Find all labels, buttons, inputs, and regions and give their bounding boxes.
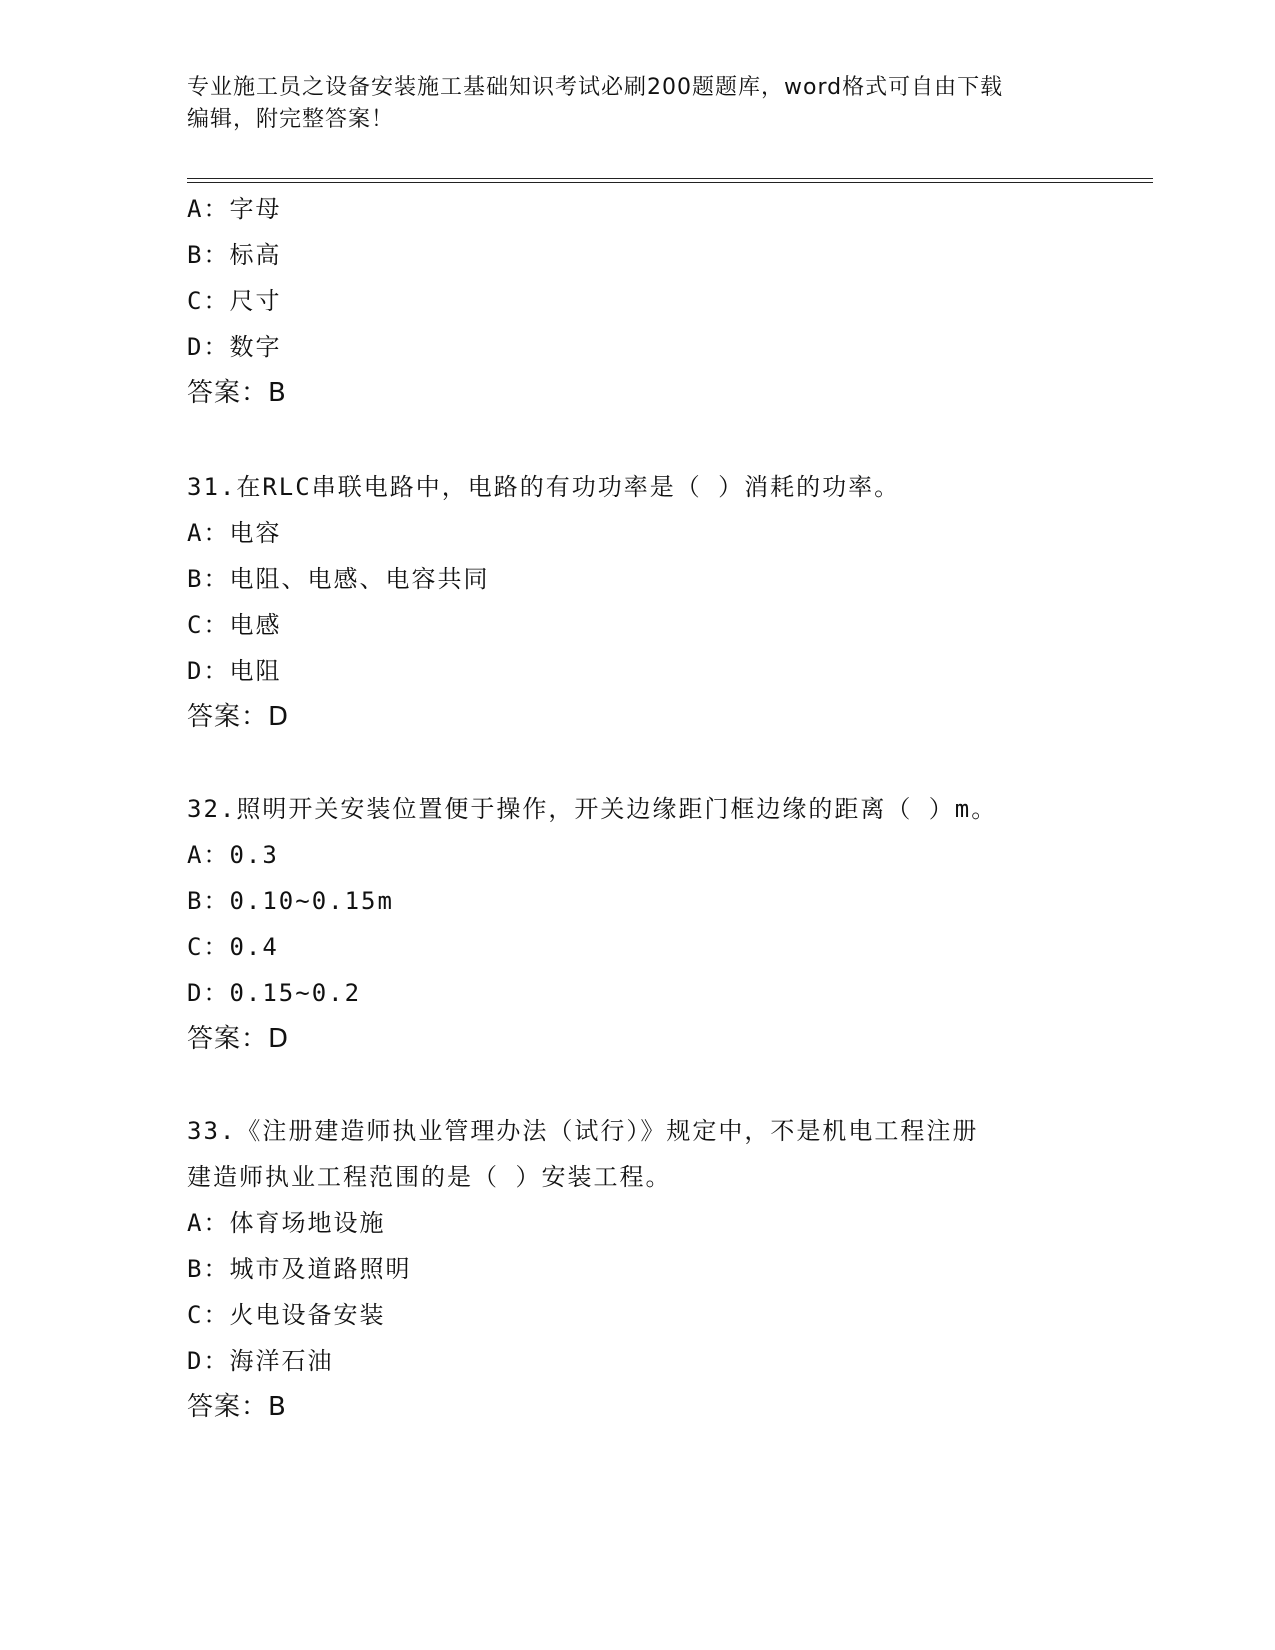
option-a: A：字母 xyxy=(187,195,282,223)
question-text: 31.在RLC串联电路中，电路的有功功率是（ ）消耗的功率。 xyxy=(187,473,901,501)
option-d: D：数字 xyxy=(187,333,282,361)
answer: 答案：D xyxy=(187,1024,290,1054)
header-divider xyxy=(187,178,1153,183)
option-c: C：尺寸 xyxy=(187,287,282,315)
option-b: B：标高 xyxy=(187,241,282,269)
question-text-line-1: 33.《注册建造师执业管理办法（试行）》规定中，不是机电工程注册 xyxy=(187,1117,979,1145)
answer: 答案：B xyxy=(187,378,287,408)
option-d: D：海洋石油 xyxy=(187,1347,334,1375)
option-c: C：火电设备安装 xyxy=(187,1301,386,1329)
option-a: A：体育场地设施 xyxy=(187,1209,386,1237)
document-header xyxy=(187,72,1087,136)
question-33 xyxy=(187,1108,1147,1430)
question-31 xyxy=(187,464,1147,740)
option-c: C：0.4 xyxy=(187,933,279,961)
answer: 答案：B xyxy=(187,1392,287,1422)
question-30 xyxy=(187,186,1147,416)
option-a: A：0.3 xyxy=(187,841,279,869)
option-b: B：城市及道路照明 xyxy=(187,1255,412,1283)
question-32 xyxy=(187,786,1147,1062)
question-text: 32.照明开关安装位置便于操作，开关边缘距门框边缘的距离（ ）m。 xyxy=(187,795,998,823)
option-d: D：电阻 xyxy=(187,657,282,685)
option-a: A：电容 xyxy=(187,519,282,547)
header-line-1: 专业施工员之设备安装施工基础知识考试必刷200题题库，word格式可自由下载 xyxy=(187,75,1004,100)
option-b: B：电阻、电感、电容共同 xyxy=(187,565,490,593)
option-d: D：0.15~0.2 xyxy=(187,979,362,1007)
option-c: C：电感 xyxy=(187,611,282,639)
answer: 答案：D xyxy=(187,702,290,732)
option-b: B：0.10~0.15m xyxy=(187,887,394,915)
header-line-2: 编辑，附完整答案！ xyxy=(187,107,395,132)
question-text-line-2: 建造师执业工程范围的是（ ）安装工程。 xyxy=(187,1163,672,1191)
